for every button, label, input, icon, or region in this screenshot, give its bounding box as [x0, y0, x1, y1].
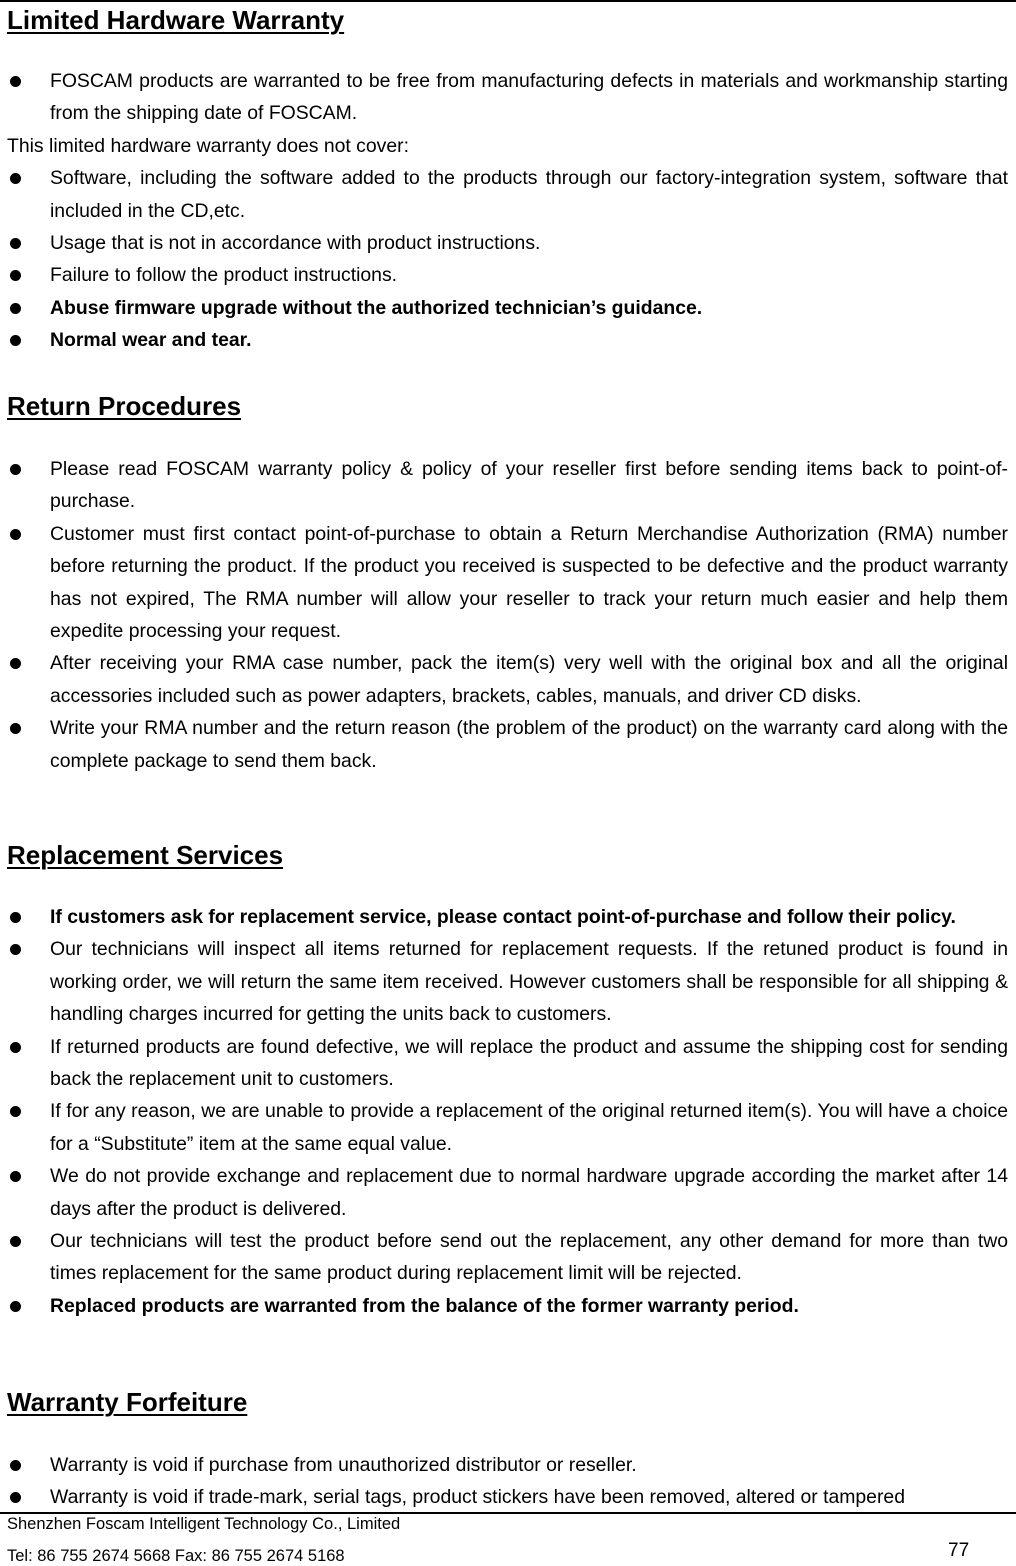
list-item — [0, 227, 1008, 259]
bullet-icon — [10, 944, 21, 955]
item-text: If for any reason, we are unable to provide a replacement of the original returned item(s). You will have a choice for a “Substitute” item at the same equal value. — [50, 1100, 1008, 1155]
top-rule — [0, 0, 1016, 2]
section-warranty-forfeiture — [0, 1449, 1016, 1514]
list-item — [0, 453, 1008, 518]
item-text: Failure to follow the product instructions. — [50, 264, 398, 287]
list-item — [0, 292, 1008, 324]
list-item — [0, 162, 1008, 227]
list-item — [0, 324, 1008, 356]
item-text: Warranty is void if trade-mark, serial tags, product stickers have been removed, altered or tampered — [50, 1486, 905, 1509]
item-text: Customer must first contact point-of-purchase to obtain a Return Merchandise Authorization (RMA) number before returning the product. If the product you received is suspected to be defective and the product warranty has not expired, The RMA number will allow your reseller to track your return much easier and help them expedite processing your request. — [50, 522, 1008, 643]
item-text: Abuse firmware upgrade without the authorized technician’s guidance. — [50, 296, 703, 319]
list-item — [0, 1160, 1008, 1225]
list-item — [0, 1449, 1008, 1481]
heading-return-procedures: Return Procedures — [7, 391, 242, 421]
heading-replacement-services: Replacement Services — [7, 840, 284, 870]
bullet-icon — [10, 1492, 21, 1503]
list-item — [0, 712, 1008, 777]
bullet-icon — [10, 1106, 21, 1117]
item-text: Warranty is void if purchase from unauthorized distributor or reseller. — [50, 1454, 637, 1476]
heading-warranty-forfeiture: Warranty Forfeiture — [7, 1387, 248, 1417]
list-item — [0, 1481, 1008, 1513]
bullet-icon — [10, 1042, 21, 1053]
footer-company: Shenzhen Foscam Intelligent Technology Co., Limited — [7, 1515, 401, 1533]
list-item — [0, 1031, 1008, 1096]
bullet-icon — [10, 658, 21, 669]
item-text: Usage that is not in accordance with product instructions. — [50, 232, 541, 255]
heading-limited-hardware-warranty: Limited Hardware Warranty — [7, 5, 345, 35]
list-item — [0, 1290, 1008, 1322]
item-text: Our technicians will inspect all items returned for replacement requests. If the retuned product is found in working order, we will return the same item received. However customers shall be responsible for all shipping & handling charges incurred for getting the units back to customers. — [50, 938, 1008, 1026]
bullet-icon — [10, 464, 21, 475]
bullet-icon — [10, 173, 21, 184]
footer-contact: Tel: 86 755 2674 5668 Fax: 86 755 2674 5168 — [7, 1547, 345, 1565]
item-text: Replaced products are warranted from the balance of the former warranty period. — [50, 1294, 799, 1317]
bullet-icon — [10, 723, 21, 734]
item-text: Normal wear and tear. — [50, 329, 252, 352]
bullet-icon — [10, 303, 21, 314]
bullet-icon — [10, 238, 21, 249]
bullet-icon — [10, 529, 21, 540]
bullet-icon — [10, 76, 21, 87]
item-text: Please read FOSCAM warranty policy & policy of your reseller first before sending items back to point-of-purchase. — [50, 458, 1008, 513]
list-item — [0, 933, 1008, 1030]
bullet-icon — [10, 1171, 21, 1182]
page-number: 77 — [948, 1540, 970, 1561]
item-text: After receiving your RMA case number, pack the item(s) very well with the original box and all the original accessories included such as power adapters, brackets, cables, manuals, and driver CD disks. — [50, 652, 1008, 707]
bullet-icon — [10, 1301, 21, 1312]
list-item — [0, 518, 1008, 648]
item-text: Our technicians will test the product before send out the replacement, any other demand for more than two times replacement for the same product during replacement limit will be rejected. — [50, 1230, 1008, 1285]
section-return-procedures — [0, 453, 1016, 777]
item-text: Software, including the software added to the products through our factory-integration system, software that included in the CD,etc. — [50, 167, 1008, 222]
paragraph — [0, 130, 1016, 162]
bullet-icon — [10, 1460, 21, 1471]
item-text: Write your RMA number and the return reason (the problem of the product) on the warranty card along with the complete package to send them back. — [50, 717, 1008, 772]
bullet-icon — [10, 1236, 21, 1247]
bullet-icon — [10, 270, 21, 281]
list-item — [0, 647, 1008, 712]
bullet-icon — [10, 912, 21, 923]
list-item — [0, 1225, 1008, 1290]
section-replacement-services — [0, 901, 1016, 1322]
list-item — [0, 1095, 1008, 1160]
item-text: FOSCAM products are warranted to be free from manufacturing defects in materials and workmanship starting from the shipping date of FOSCAM. — [50, 70, 1008, 125]
item-text: This limited hardware warranty does not cover: — [7, 134, 409, 157]
list-item — [0, 901, 1008, 933]
list-item — [0, 259, 1008, 291]
item-text: If customers ask for replacement service, please contact point-of-purchase and follow their policy. — [50, 906, 956, 928]
bullet-icon — [10, 335, 21, 346]
item-text: If returned products are found defective, we will replace the product and assume the shipping cost for sending back the replacement unit to customers. — [50, 1035, 1008, 1091]
list-item — [0, 65, 1008, 130]
section-limited-hardware-warranty — [0, 65, 1016, 357]
item-text: We do not provide exchange and replacement due to normal hardware upgrade according the market after 14 days after the product is delivered. — [50, 1165, 1008, 1220]
